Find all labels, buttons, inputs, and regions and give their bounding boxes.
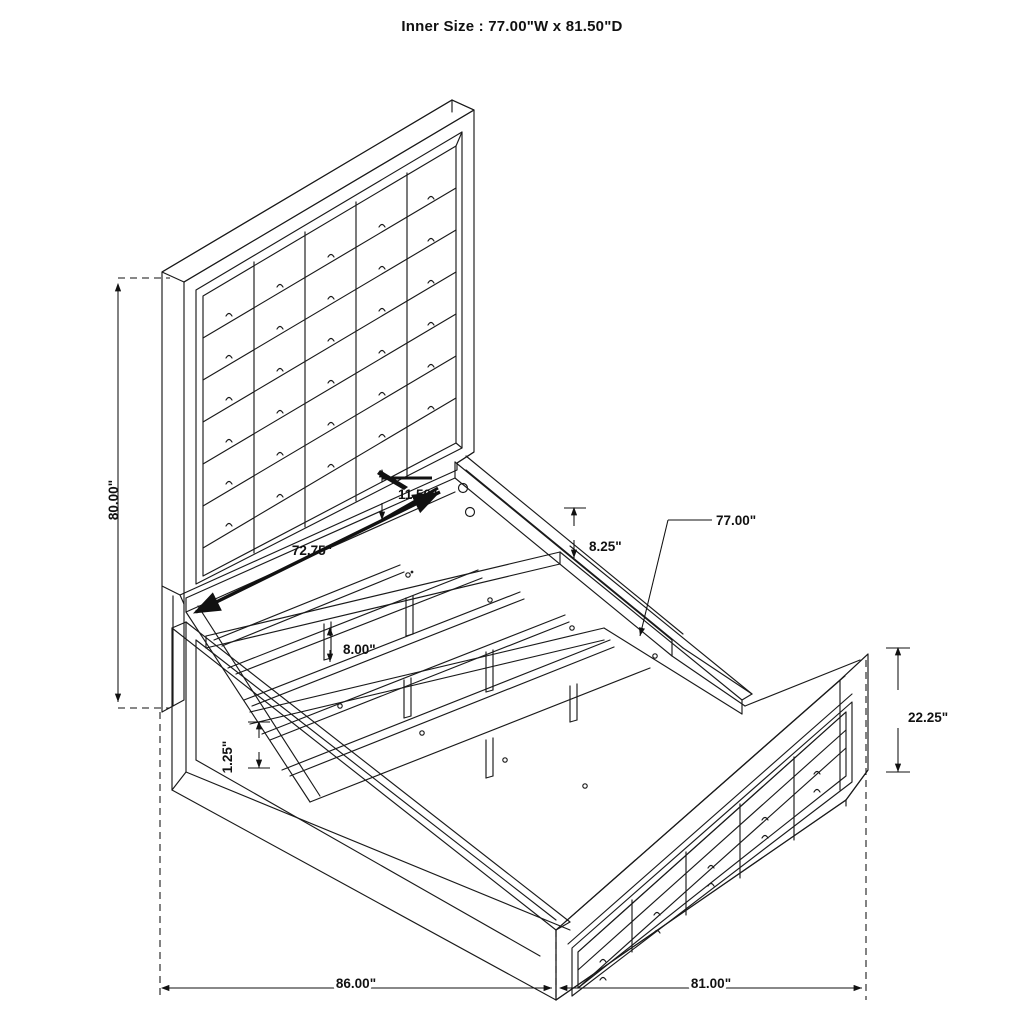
dim-label-overall-width: 81.00" (690, 976, 732, 991)
headboard (162, 100, 474, 604)
dim-label-overall-length: 86.00" (335, 976, 377, 991)
dim-label-rail-to-slat-gap: 11.50" (398, 487, 438, 502)
dim-label-headboard-panel-width: 72.75" (291, 543, 333, 558)
dimension-layer (118, 278, 910, 1000)
dim-label-headboard-height: 80.00" (106, 479, 121, 521)
bed-geometry (162, 100, 868, 1000)
dim-label-side-rail-offset: 8.25" (589, 539, 622, 554)
dim-inner-width-leader (640, 520, 712, 636)
headboard-legs (162, 586, 184, 712)
footboard (556, 654, 868, 1000)
dim-label-inner-width: 77.00" (716, 513, 757, 528)
page-title: Inner Size : 77.00"W x 81.50"D (401, 18, 623, 35)
dim-footboard-height (886, 648, 910, 772)
witness-lines (118, 278, 866, 1000)
dim-label-slat-leg-height: 8.00" (343, 642, 376, 657)
dim-label-footboard-height: 22.25" (908, 710, 949, 725)
dim-ground-clearance (248, 722, 270, 768)
side-rail-right (742, 660, 860, 714)
side-rail-left (172, 622, 570, 1000)
dim-label-ground-clearance: 1.25" (220, 740, 235, 774)
dimension-labels (106, 480, 948, 991)
